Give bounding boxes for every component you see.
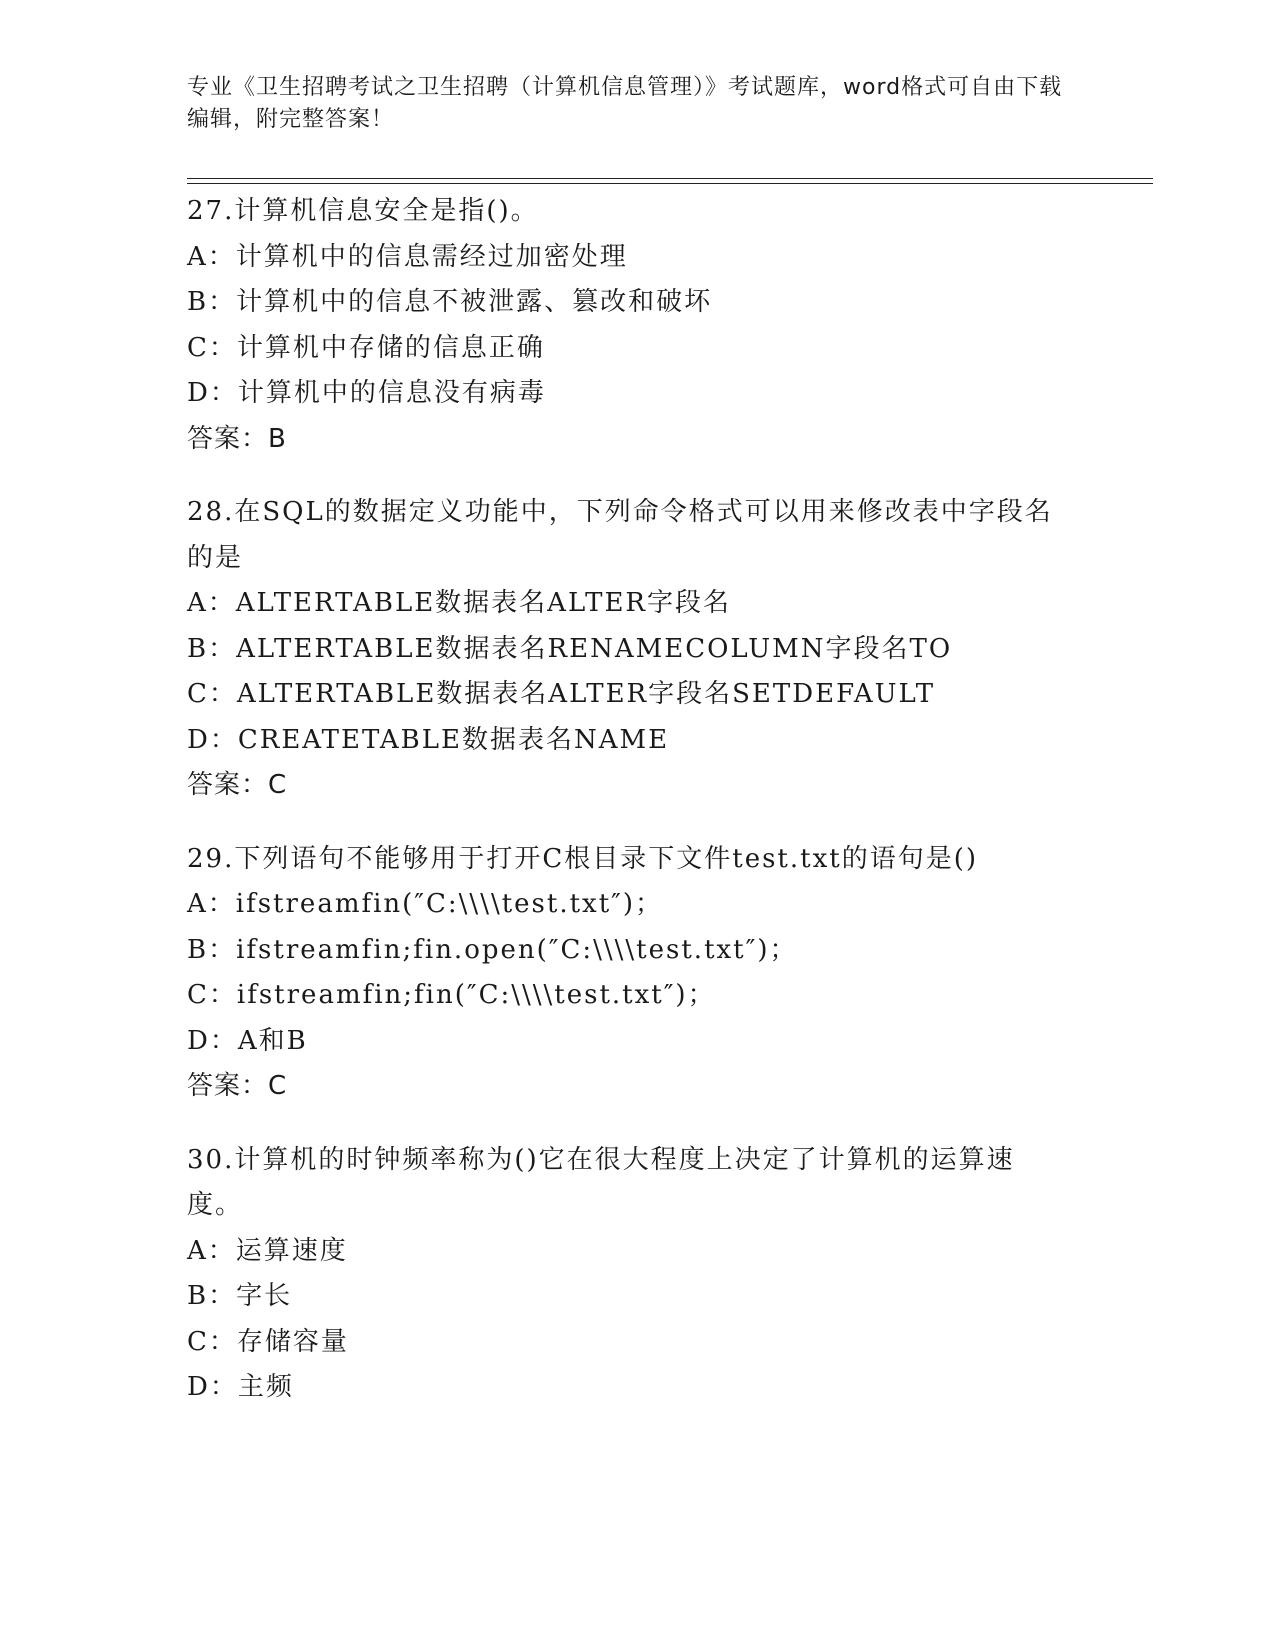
option-b: B：ALTERTABLE数据表名RENAMECOLUMN字段名TO (187, 633, 953, 664)
question-stem: 27.计算机信息安全是指()。 (187, 196, 539, 226)
option-a: A：ifstreamfin(″C:\\\\test.txt″)； (187, 889, 664, 919)
option-b: B：字长 (187, 1281, 293, 1311)
option-a: A：运算速度 (187, 1235, 348, 1266)
option-a: A：ALTERTABLE数据表名ALTER字段名 (187, 588, 732, 618)
option-c: C：计算机中存储的信息正确 (187, 332, 545, 363)
question-28 (187, 490, 1087, 809)
header-divider-top (187, 178, 1153, 179)
option-b: B：计算机中的信息不被泄露、篡改和破坏 (187, 287, 713, 317)
option-c: C：存储容量 (187, 1326, 349, 1357)
question-stem: 29.下列语句不能够用于打开C根目录下文件test.txt的语句是() (187, 843, 978, 874)
option-d: D：计算机中的信息没有病毒 (187, 378, 546, 408)
option-b: B：ifstreamfin;fin.open(″C:\\\\test.txt″)； (187, 934, 798, 965)
question-stem: 28.在SQL的数据定义功能中，下列命令格式可以用来修改表中字段名的是 (187, 497, 1053, 573)
question-27 (187, 189, 1087, 462)
option-d: D：A和B (187, 1025, 308, 1056)
document-header: 专业《卫生招聘考试之卫生招聘（计算机信息管理）》考试题库，word格式可自由下载编辑，附完整答案！ (187, 75, 1063, 132)
question-29 (187, 837, 1087, 1110)
answer-label: 答案：C (187, 1071, 288, 1101)
question-stem: 30.计算机的时钟频率称为()它在很大程度上决定了计算机的运算速度。 (187, 1144, 1015, 1220)
answer-label: 答案：C (187, 770, 288, 800)
option-d: D：CREATETABLE数据表名NAME (187, 724, 670, 755)
question-30 (187, 1138, 1087, 1411)
option-d: D：主频 (187, 1372, 294, 1402)
option-a: A：计算机中的信息需经过加密处理 (187, 241, 628, 272)
option-c: C：ifstreamfin;fin(″C:\\\\test.txt″)； (187, 980, 716, 1010)
question-list (187, 189, 1087, 1439)
answer-label: 答案：B (187, 423, 287, 454)
header-divider-bottom (187, 183, 1153, 184)
option-c: C：ALTERTABLE数据表名ALTER字段名SETDEFAULT (187, 679, 936, 709)
